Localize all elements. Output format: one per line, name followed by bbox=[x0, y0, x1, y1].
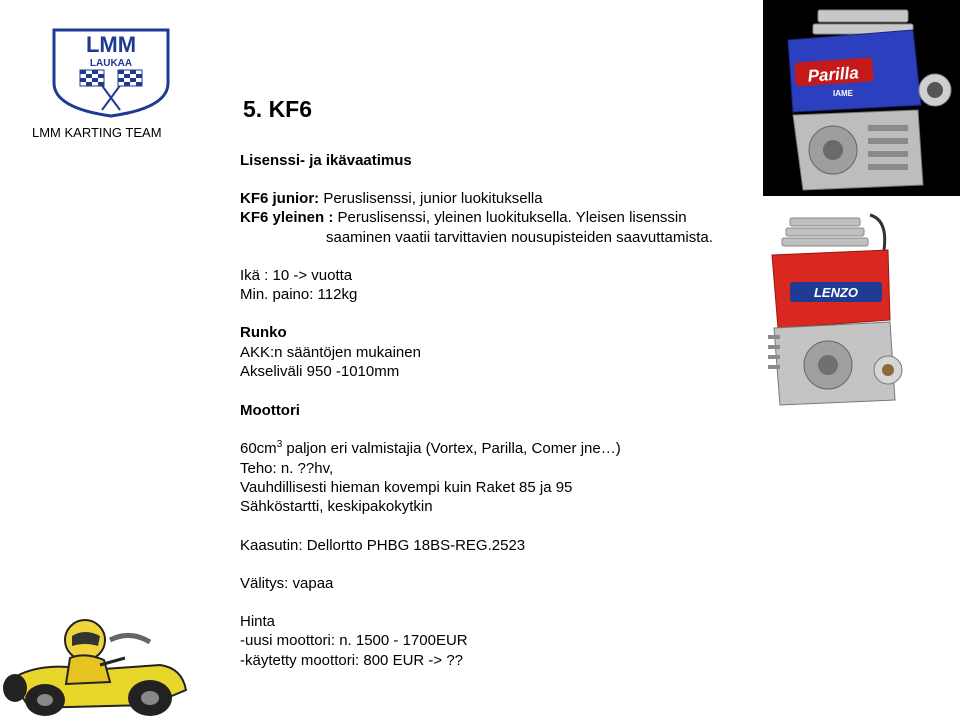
engine-cc: 60cm bbox=[240, 440, 277, 457]
kart-driver-illustration bbox=[0, 610, 190, 720]
team-name: LMM KARTING TEAM bbox=[32, 125, 162, 140]
engine-speed: Vauhdillisesti hieman kovempi kuin Raket 85 ja 95 bbox=[240, 479, 573, 496]
kf6-yleinen-label: KF6 yleinen : bbox=[240, 209, 334, 226]
logo-title: LMM bbox=[85, 32, 137, 57]
lmm-laukaa-logo bbox=[50, 28, 172, 118]
kf6-yleinen-line bbox=[240, 209, 687, 227]
kf6-junior-line bbox=[240, 190, 543, 208]
page-title: 5. KF6 bbox=[243, 96, 313, 122]
kf6-yleinen-text-cont: saaminen vaatii tarvittavien nousupisteiden saavuttamista. bbox=[326, 229, 713, 246]
engine-power: Teho: n. ??hv, bbox=[240, 460, 334, 477]
engine2-brand: LENZO bbox=[813, 285, 859, 300]
kf6-junior-text: Peruslisenssi, junior luokituksella bbox=[319, 190, 543, 207]
min-weight: Min. paino: 112kg bbox=[240, 286, 358, 303]
gearing: Välitys: vapaa bbox=[240, 575, 334, 592]
engine-cc-sup: 3 bbox=[276, 439, 283, 450]
engine-displacement-line bbox=[240, 440, 621, 458]
price-heading: Hinta bbox=[240, 613, 276, 630]
engine1-brand: Parilla bbox=[807, 63, 860, 86]
lenzo-engine-image bbox=[760, 210, 913, 408]
engine1-sub: IAME bbox=[833, 89, 853, 98]
engine-makers: paljon eri valmistajia (Vortex, Parilla, Comer jne…) bbox=[282, 440, 621, 457]
age-requirement: Ikä : 10 -> vuotta bbox=[240, 267, 353, 284]
kf6-junior-label: KF6 junior: bbox=[240, 190, 320, 207]
runko-heading: Runko bbox=[240, 324, 287, 341]
runko-rules: AKK:n sääntöjen mukainen bbox=[240, 344, 421, 361]
license-heading: Lisenssi- ja ikävaatimus bbox=[240, 152, 412, 169]
moottori-heading: Moottori bbox=[240, 402, 300, 419]
price-new: -uusi moottori: n. 1500 - 1700EUR bbox=[240, 632, 468, 649]
parilla-engine-image bbox=[763, 0, 960, 196]
kf6-yleinen-text: Peruslisenssi, yleinen luokituksella. Yleisen lisenssin bbox=[333, 209, 687, 226]
logo-subtitle: LAUKAA bbox=[89, 58, 133, 69]
price-used: -käytetty moottori: 800 EUR -> ?? bbox=[240, 652, 464, 669]
carburetor: Kaasutin: Dellortto PHBG 18BS-REG.2523 bbox=[240, 537, 526, 554]
engine-start: Sähköstartti, keskipakokytkin bbox=[240, 498, 433, 515]
runko-wheelbase: Akseliväli 950 -1010mm bbox=[240, 363, 400, 380]
